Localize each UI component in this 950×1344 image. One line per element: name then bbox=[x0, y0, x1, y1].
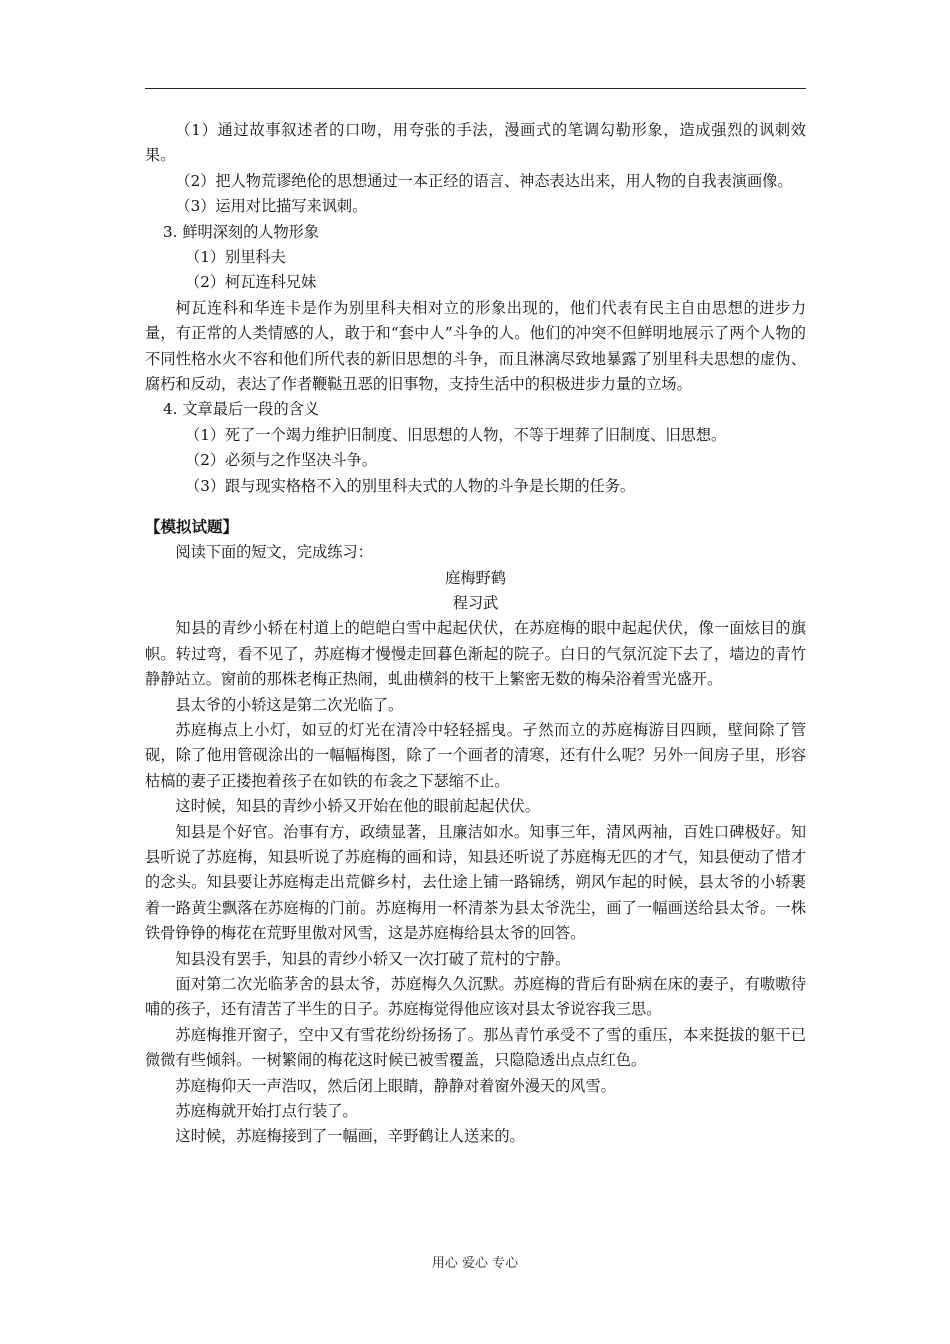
story-paragraph: 苏庭梅推开窗子，空中又有雪花纷纷扬扬了。那丛青竹承受不了雪的重压，本来挺拔的躯干已微微有些倾斜。一树繁闹的梅花这时候已被雪覆盖，只隐隐透出点点红色。 bbox=[145, 1025, 806, 1070]
story-paragraph: 苏庭梅点上小灯，如豆的灯光在清冷中轻轻摇曳。孑然而立的苏庭梅游目四顾，壁间除了管砚，除了他用管砚涂出的一幅幅梅图，除了一个画者的清寒，还有什么呢？另外一间房子里，形容枯槁的妻子正搂抱着孩子在如铁的布衾之下瑟缩不止。 bbox=[145, 720, 806, 790]
document-body bbox=[145, 118, 806, 1150]
section-heading: 【模拟试题】 bbox=[145, 518, 239, 537]
item4-sub-3: （3）跟与现实格格不入的别里科夫式的人物的斗争是长期的任务。 bbox=[185, 476, 636, 495]
item4-title: 4. 文章最后一段的含义 bbox=[163, 400, 320, 419]
item3-title: 3. 鲜明深刻的人物形象 bbox=[163, 222, 320, 241]
story-author: 程习武 bbox=[452, 593, 499, 612]
story-paragraph: 面对第二次光临茅舍的县太爷，苏庭梅久久沉默。苏庭梅的背后有卧病在床的妻子，有嗷嗷待哺的孩子，还有清苦了半生的日子。苏庭梅觉得他应该对县太爷说容我三思。 bbox=[145, 975, 806, 1019]
item3-paragraph: 柯瓦连科和华连卡是作为别里科夫相对立的形象出现的，他们代表有民主自由思想的进步力量，有正常的人类情感的人，敢于和“套中人”斗争的人。他们的冲突不但鲜明地展示了两个人物的不同性格水火不容和他们所代表的新旧思想的斗争，而且淋漓尽致地暴露了别里科夫思想的虚伪、腐朽和反动，表达了作者鞭鞑丑恶的旧事物，支持生活中的积极进步力量的立场。 bbox=[145, 298, 806, 394]
story-paragraph: 苏庭梅就开始打点行装了。 bbox=[175, 1102, 358, 1121]
story-paragraph: 知县的青纱小轿在村道上的皑皑白雪中起起伏伏，在苏庭梅的眼中起起伏伏，像一面炫目的旗帜。转过弯，看不见了，苏庭梅才慢慢走回暮色渐起的院子。白日的气氛沉淀下去了，墙边的青竹静静站立。窗前的那株老梅正热闹，虬曲横斜的枝干上繁密无数的梅朵浴着雪光盛开。 bbox=[145, 619, 806, 689]
story-paragraph: 县太爷的小轿这是第二次光临了。 bbox=[175, 695, 404, 714]
item4-sub-2: （2）必须与之作坚决斗争。 bbox=[185, 451, 377, 470]
page-footer: 用心 爱心 专心 bbox=[431, 1256, 519, 1271]
paragraph-technique-1: （1）通过故事叙述者的口吻，用夸张的手法，漫画式的笔调勾勒形象，造成强烈的讽刺效果。 bbox=[145, 121, 806, 165]
story-paragraph: 知县没有罢手，知县的青纱小轿又一次打破了荒村的宁静。 bbox=[175, 949, 571, 968]
header-rule bbox=[145, 88, 806, 89]
story-paragraph: 苏庭梅仰天一声浩叹，然后闭上眼睛，静静对着窗外漫天的风雪。 bbox=[175, 1076, 616, 1095]
item4-sub-1: （1）死了一个竭力维护旧制度、旧思想的人物，不等于埋葬了旧制度、旧思想。 bbox=[185, 425, 727, 444]
paragraph-technique-2: （2）把人物荒谬绝伦的思想通过一本正经的语言、神态表达出来，用人物的自我表演画像。 bbox=[175, 171, 793, 190]
story-paragraph: 知县是个好官。治事有方，政绩显著，且廉洁如水。知事三年，清风两袖，百姓口碑极好。知县听说了苏庭梅，知县听说了苏庭梅的画和诗，知县还听说了苏庭梅无匹的才气，知县便动了惜才的念头。知县要让苏庭梅走出荒僻乡村，去仕途上铺一路锦绣，朔风乍起的时候，县太爷的小轿裹着一路黄尘飘落在苏庭梅的门前。苏庭梅用一杯清茶为县太爷洗尘，画了一幅画送给县太爷。一株铁骨铮铮的梅花在荒野里傲对风雪，这是苏庭梅给县太爷的回答。 bbox=[145, 822, 806, 943]
paragraph-technique-3: （3）运用对比描写来讽刺。 bbox=[175, 197, 368, 216]
story-paragraph: 这时候，知县的青纱小轿又开始在他的眼前起起伏伏。 bbox=[175, 797, 540, 816]
item3-sub-1: （1）别里科夫 bbox=[185, 248, 286, 267]
story-paragraph: 这时候，苏庭梅接到了一幅画，辛野鹤让人送来的。 bbox=[175, 1127, 525, 1146]
item3-sub-2: （2）柯瓦连科兄妹 bbox=[185, 273, 317, 292]
story-title: 庭梅野鹤 bbox=[445, 568, 506, 587]
instruction: 阅读下面的短文，完成练习： bbox=[175, 543, 373, 562]
